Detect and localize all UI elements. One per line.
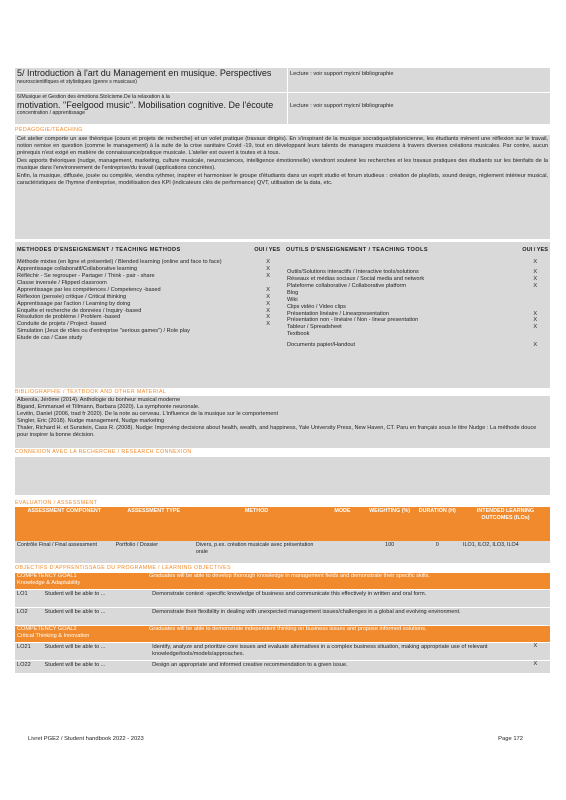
tool-mark [520,304,550,311]
eval-weighting: 100 [385,542,395,549]
lo-mark: X [533,661,538,668]
lo-id: LO2 [17,609,28,616]
tools-col-title: OUTILS D'ENSEIGNEMENT / TEACHING TOOLS [285,246,428,253]
module-5-title: 5/ Introduction à l'art du Management en musique. Perspectives [17,68,272,78]
evaluation-title: EVALUATION / ASSESSMENT [15,499,98,506]
method-mark [253,328,283,335]
tool-label: Outils/Solutions interactifs / Interactive tools/solutions [287,268,419,275]
goal-1-label [15,573,147,589]
module-5 [15,68,287,92]
goal-row-2 [15,626,550,642]
method-label: Réflexion (pensée) critique / Critical thinking [17,293,127,300]
evaluation-row [15,541,550,563]
tool-label: Wiki [287,296,298,303]
tool-label: Documents papier/Handout [287,342,356,349]
tool-mark [520,290,550,297]
tool-row [283,311,550,318]
goal-2-name: Critical Thinking & Innovation [17,633,90,640]
tool-row [283,259,550,266]
tool-label: Tableur / Spreadsheet [287,324,342,331]
method-label: Enquête et recherche de données / Inquiry -based [17,307,142,314]
goal-1-name: Knowledge & Adaptability [17,580,81,587]
tool-row [283,324,550,331]
method-row [15,287,283,294]
methods-col-title: METHODES D'ENSEIGNEMENT / TEACHING METHODS [17,246,181,253]
tool-label: Textbook [287,331,310,338]
methods-table [15,242,550,388]
tool-row [283,342,550,349]
lo-row [15,643,550,660]
lo-row [15,661,550,673]
method-mark [253,335,283,342]
method-mark: X [266,286,270,293]
method-row [15,308,283,315]
eval-type: Portfolio / Dossier [115,542,159,549]
tool-mark: X [533,258,538,265]
method-row [15,259,283,266]
method-label: Simulation (Jeux de rôles ou d'entreprise "serious games") / Role play [17,328,190,335]
pedagogy-title: PÉDAGOGIE/TEACHING [15,127,83,133]
eval-header-mode: MODE [334,508,351,515]
eval-mode [319,541,366,563]
eval-method: Divers, p.ex. création musicale avec présentation orale [195,542,314,556]
method-row [15,328,283,335]
lo-id: LO22 [17,662,31,669]
lo-row [15,608,550,625]
eval-ilos: ILO1, ILO2, ILO3, ILO4 [463,542,519,549]
tool-row [283,331,550,338]
method-label: Réfléchir - Se regrouper - Partager / Think - pair - share [17,272,155,279]
bibliography-item: Singler, Eric (2018). Nudge management, Nudge marketing [17,418,165,425]
lo-mark: X [533,643,538,650]
bibliography-block [15,396,550,448]
tools-list [283,259,550,350]
objectives-block [15,573,550,673]
lo-row [15,590,550,607]
method-mark: X [266,265,270,272]
tool-row [283,283,550,290]
lo-desc: Design an appropriate and informed creative recommendation to a given issue. [152,662,348,669]
method-label: Conduite de projets / Project -based [17,321,107,328]
method-label: Apprentissage par les compétences / Competency -based [17,286,161,293]
bibliography-item: Thaler, Richard H. et Sunstein, Cass R. (2008). Nudge: Improving decisions about health, wealth, and happiness, Yale University Press, New Haven, CT. Paru en français sous le titre Nudge : La méthode douce pour inspirer la bonne décision. [17,425,537,439]
method-label: Résolution de problème / Problem -based [17,314,121,321]
tool-label: Plateforme collaborative / Collaborative platform [287,282,407,289]
evaluation-table [15,507,550,563]
method-mark [253,280,283,287]
module-6-sub: concentration / apprentissage [17,110,86,117]
tool-label: Blog [287,289,299,296]
lo-mark [521,608,550,625]
tool-mark [520,331,550,338]
method-row [15,294,283,301]
tool-row [283,304,550,311]
pedagogy-paragraph-1: Cet atelier comporte un axe théorique (cours et projets de recherche) et un volet pratique (travaux dirigés). En s'inspirant de la musique socratique/platonicienne, les étudiants mènent une réflexion sur le travail, notion remise en question (comme le management) à la suite de la crise sanitaire Covid -19, tout en développant leurs talents de managers musiciens à travers diverses créations musicales. Par contre, aucun prérequis n'est exigé en matière de connaissance/pratique musicale. L'atelier est ouvert à toutes et à tous. [17,135,548,156]
bibliography-title: BIBLIOGRAPHIE / TEXTBOOK AND OTHER MATERIAL [15,388,167,395]
method-mark: X [266,307,270,314]
lo-text: Student will be able to ... [44,591,106,598]
module-6-reading: Lecture : voir support myicn/ bibliographie [287,93,550,124]
method-label: Méthode mixtes (en ligne et présentiel) / Blended learning (online and face to face) [17,258,222,265]
methods-col-yes: OUI / YES [254,246,280,253]
tool-row [283,290,550,297]
method-label: Etude de cas / Case study [17,335,83,342]
module-5-reading: Lecture : voir support myicn/ bibliographie [287,68,550,92]
goal-row-1 [15,573,550,589]
method-row [15,301,283,308]
bibliography-item: Bigand, Emmanuel et Tillmann, Barbara (2020). La symphonie neuronale. [17,404,200,411]
lo-id: LO21 [17,644,31,651]
method-row [15,335,283,342]
method-row [15,321,283,328]
tool-row [283,269,550,276]
method-mark: X [266,272,270,279]
header-row-1 [15,68,550,92]
lo-desc: Demonstrate context -specific knowledge of business and communicate this effectively in written and oral form. [152,591,427,598]
tool-mark: X [533,317,538,324]
tool-mark [520,297,550,304]
pedagogy-paragraph-3: Enfin, la musique, diffusée, jouée ou compilée, viendra rythmer, inspirer et harmoniser le groupe d'étudiants dans un esprit studio et forum studieux : création de playlists, sound design, règlement intérieur musical, caractéristiques de l'hymne d'entreprise, modélisation des KPI (indicateurs clés de performance) QVT, utilisation de la data, etc. [17,172,548,186]
eval-header-type: ASSESSMENT TYPE [127,508,181,515]
objectives-title: OBJECTIFS D'APPRENTISSAGE DU PROGRAMME / LEARNING OBJECTIVES [15,565,232,572]
goal-1-desc: Graduates will be able to develop thorough knowledge in management fields and demonstrate their specific skills. [149,573,430,580]
method-mark: X [266,321,270,328]
bibliography-item: Alberola, Jérôme (2014). Anthologie du bonheur musical moderne [17,397,181,404]
module-5-sub: neuroscientifiques et stylistiques (genre s musicaux) [17,78,137,85]
footer-handbook: Livret PGE2 / Student handbook 2022 - 2023 [28,736,144,742]
module-6-title-a: 6/Musique et Gestion des émotions.Stoïcisme.De la relaxation à la [17,94,170,100]
eval-header-method: METHOD [244,508,269,515]
lo-desc: Demonstrate their flexibility in dealing with unexpected management issues/challenges in a global and evolving environment. [152,609,461,616]
research-block [15,457,550,495]
module-6 [15,93,287,124]
method-label: Apprentissage collaboratif/Collaborative learning [17,265,138,272]
tool-label: Présentation non - linéaire / Non - linear presentation [287,317,419,324]
evaluation-header-row [15,507,550,541]
goal-1-code: COMPETENCY GOAL1 [17,573,77,580]
method-row [15,280,283,287]
goal-2-desc: Graduates will be able to demonstrate independent thinking on business issues and propose informed solutions. [149,626,427,633]
lo-text: Student will be able to ... [44,662,106,669]
tool-label: Clips vidéo / Video clips [287,303,346,310]
method-mark: X [266,314,270,321]
tool-row [283,276,550,283]
module-6-title-b: motivation. "Feelgood music". Mobilisation cognitive. De l'écoute [17,99,274,110]
page-footer [28,736,523,743]
methods-body [15,259,550,350]
lo-desc: Identify, analyze and prioritize core issues and evaluate alternatives in a complex business situation, making appropriate use of relevant knowledge/tools/models/approaches. [152,644,488,658]
tool-mark: X [533,324,538,331]
tool-mark: X [533,268,538,275]
research-title: CONNEXION AVEC LA RECHERCHE / RESEARCH CONNEXION [15,449,192,456]
lo-id: LO1 [17,591,28,598]
method-mark: X [266,300,270,307]
goal-2-code: COMPETENCY GOAL2 [17,626,77,633]
method-label: Classe inversée / Flipped classroom [17,279,107,286]
method-mark: X [266,293,270,300]
eval-duration: 0 [435,542,439,549]
eval-header-duration: DURATION (H) [418,508,456,515]
footer-page-number: Page 172 [498,736,523,742]
pedagogy-paragraph-2: Des apports théoriques (nudge, management, marketing, culture musicale, neurosciences, intelligence émotionnelle) viendront soutenir les recherches et les travaux pratiques des étudiants sur les bienfaits de la musique dans l'environnement de l'entreprise/du travail (applications concrètes). [17,157,548,171]
tools-col-yes: OUI / YES [522,246,548,253]
tool-row [283,297,550,304]
goal-2-label [15,626,147,642]
lo-mark [521,590,550,607]
method-mark: X [266,258,270,265]
method-row [15,266,283,273]
eval-header-weighting: WEIGHTING (%) [369,508,411,515]
tool-mark: X [533,310,538,317]
bibliography-item: Levitin, Daniel (2006, trad fr 2020). De la note au cerveau. L'influence de la musique sur le comportement [17,411,279,418]
method-label: Apprentissage par l'action / Learning by doing [17,300,131,307]
header-row-2 [15,93,550,124]
method-row [15,273,283,280]
tool-label: Présentation linéaire / Linearpresentation [287,310,389,317]
tool-label: Réseaux et médias sociaux / Social media and network [287,275,425,282]
eval-header-component: ASSESSMENT COMPONENT [27,508,102,515]
method-row [15,314,283,321]
eval-header-ilos: INTENDED LEARNING OUTCOMES (ILOs) [476,508,535,522]
methods-list [15,259,283,350]
lo-text: Student will be able to ... [44,644,106,651]
tool-mark: X [533,342,538,349]
tool-mark: X [533,275,538,282]
page-content [15,68,550,673]
tool-label [283,259,520,266]
tool-mark: X [533,282,538,289]
tool-row [283,317,550,324]
lo-text: Student will be able to ... [44,609,106,616]
eval-component: Contrôle Final / Final assessment [17,542,97,549]
pedagogy-block [15,135,550,239]
methods-header [15,242,550,259]
